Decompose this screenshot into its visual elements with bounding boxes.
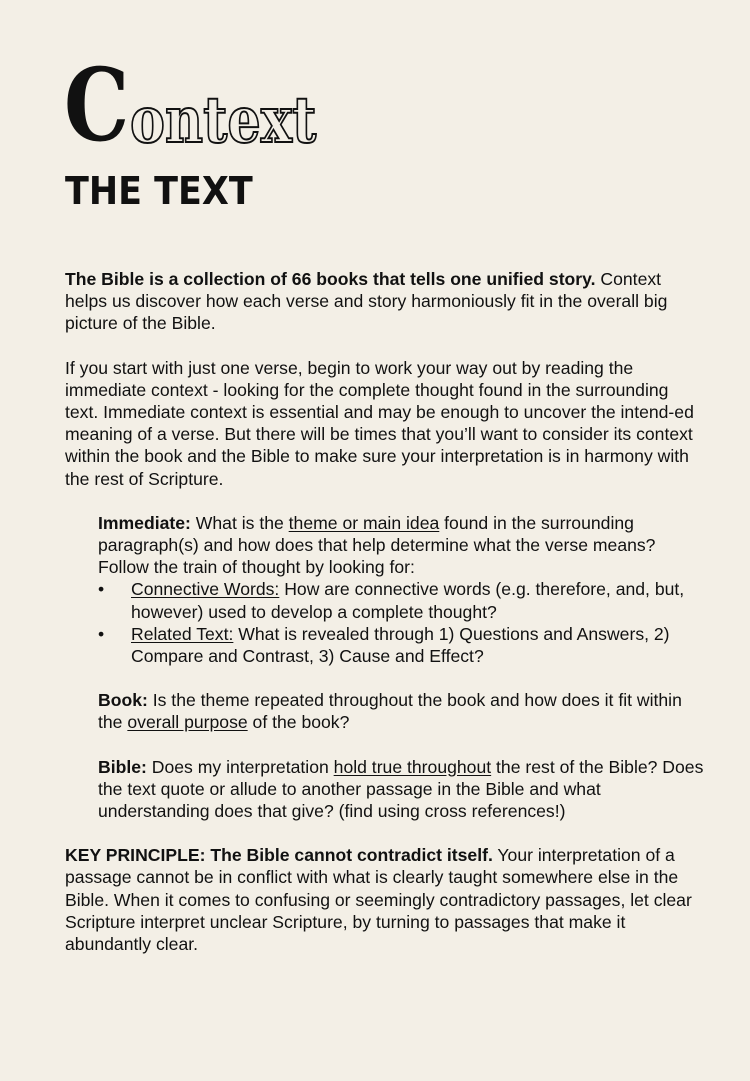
book-post: of the book? (247, 712, 350, 733)
page-title (64, 46, 357, 164)
list-item-term: Connective Words: (131, 579, 280, 600)
intro-lead: The Bible is a collection of 66 books that tells one unified story. (65, 269, 596, 289)
immediate-paragraph (98, 512, 705, 579)
book-pre: Is the theme repeated throughout the book and how does it fit within the (98, 690, 682, 733)
bullet-marker: • (98, 623, 105, 644)
immediate-link: theme or main idea (288, 512, 440, 533)
book-link: overall purpose (127, 712, 248, 733)
list-item-term: Related Text: (131, 623, 234, 644)
body-text (65, 268, 705, 955)
immediate-pre: What is the (190, 512, 289, 533)
key-principle-rest: Your interpretation of a passage cannot be in conflict with what is clearly taught somewhere else in the Bible. When it comes to confusing or seemingly contradictory passages, let clear Scripture interpret unclear Scripture, by turning to passages that make it abundantly clear. (65, 845, 692, 955)
intro-paragraph (65, 268, 705, 335)
page-subtitle: THE TEXT (65, 169, 253, 213)
bible-paragraph (98, 756, 705, 823)
key-principle-paragraph (65, 844, 705, 955)
list-item (98, 578, 705, 622)
title-initial: C (64, 46, 130, 164)
list-item (98, 623, 705, 667)
list-item-text: What is revealed through 1) Questions and Answers, 2) Compare and Contrast, 3) Cause and Effect? (131, 623, 670, 667)
immediate-label: Immediate: (98, 512, 191, 533)
key-principle-lead: KEY PRINCIPLE: The Bible cannot contradict itself. (65, 845, 493, 866)
title-rest: ontext (129, 83, 316, 159)
immediate-list (98, 578, 705, 667)
context-paragraph: If you start with just one verse, begin to work your way out by reading the immediate context - looking for the complete thought found in the surrounding text. Immediate context is essential and may be enough to uncover the intend-ed meaning of a verse. But there will be times that you’ll want to consider its context within the book and the Bible to make sure your interpretation is in harmony with the rest of Scripture. (65, 357, 694, 489)
bullet-marker: • (98, 579, 105, 600)
immediate-section (65, 512, 705, 822)
book-paragraph (98, 689, 705, 733)
bible-pre: Does my interpretation (146, 756, 334, 777)
list-item-text: How are connective words (e.g. therefore, and, but, however) used to develop a complete thought? (131, 579, 685, 622)
bible-label: Bible: (98, 756, 147, 777)
immediate-post: found in the surrounding paragraph(s) and how does that help determine what the verse means? Follow the train of thought by looking for: (98, 512, 656, 578)
bible-post: the rest of the Bible? Does the text quote or allude to another passage in the Bible and what understanding does that give? (find using cross references!) (98, 756, 704, 822)
book-label: Book: (98, 690, 148, 711)
intro-rest: Context helps us discover how each verse and story harmoniously fit in the overall big picture of the Bible. (65, 269, 668, 334)
bible-link: hold true throughout (333, 756, 492, 777)
